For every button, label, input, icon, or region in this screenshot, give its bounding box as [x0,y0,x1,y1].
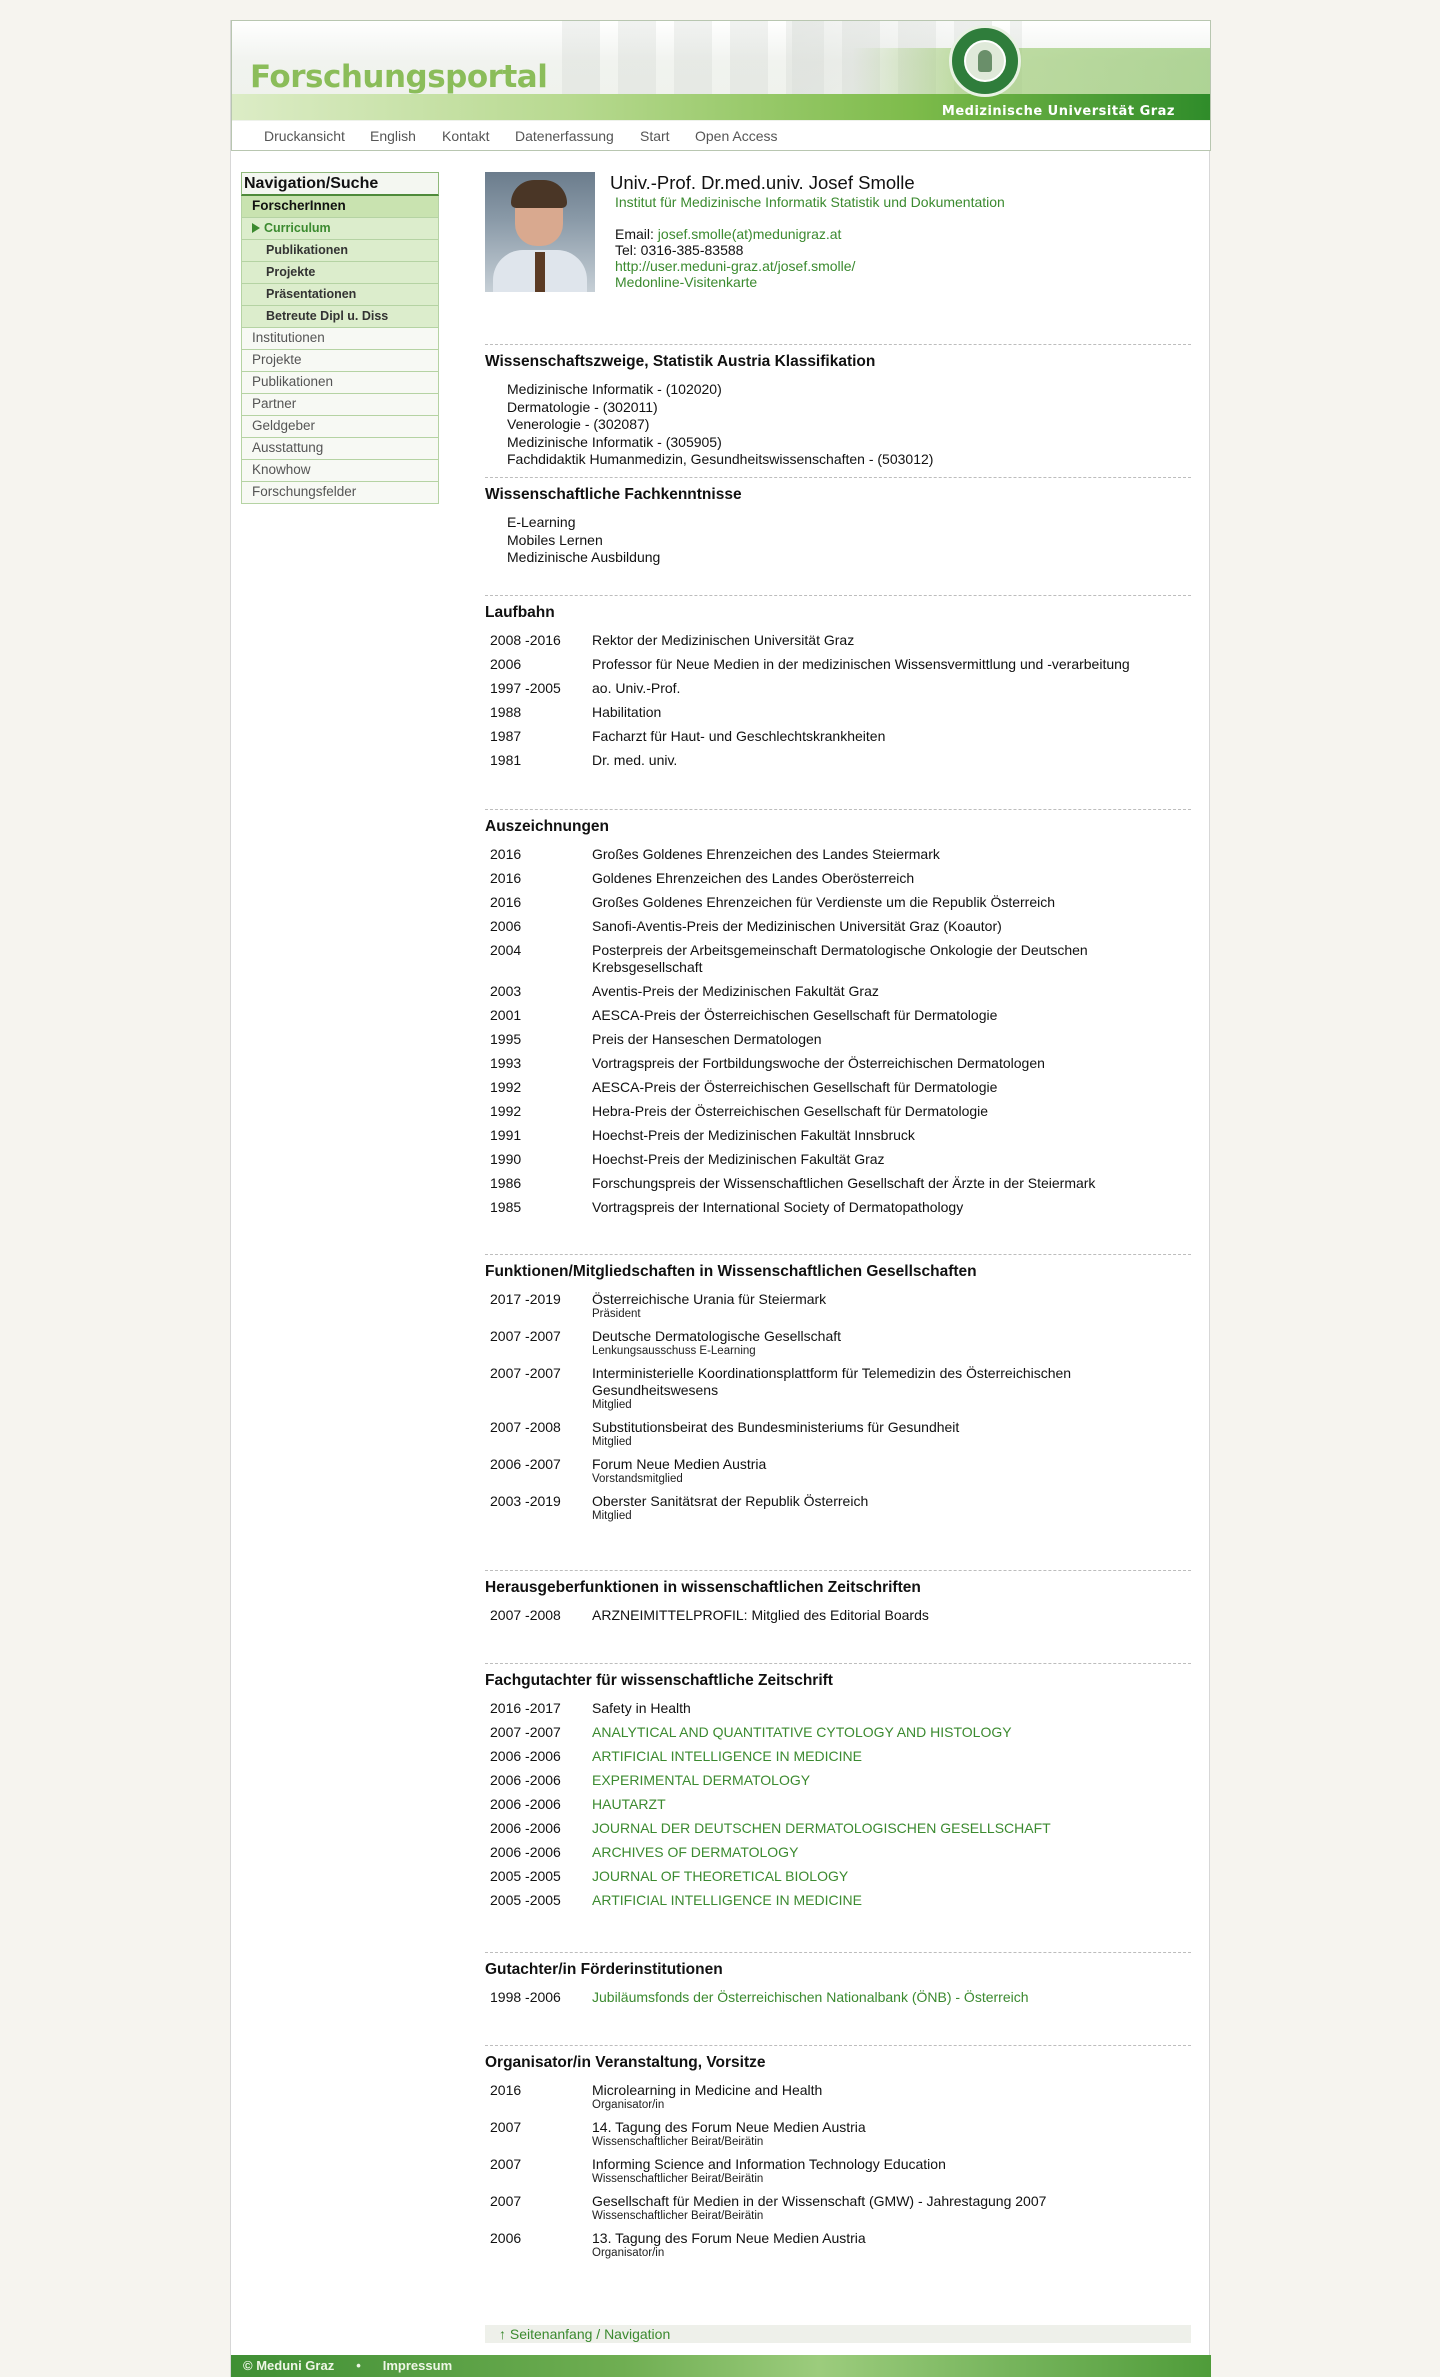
row-text: Aventis-Preis der Medizinischen Fakultät Graz [592,983,879,999]
section-title: Funktionen/Mitgliedschaften in Wissenschaftlichen Gesellschaften [485,1263,977,1280]
journal-link[interactable]: EXPERIMENTAL DERMATOLOGY [592,1772,811,1788]
sidebar-item-forschungsfelder[interactable]: Forschungsfelder [241,482,439,504]
journal-link[interactable]: JOURNAL DER DEUTSCHEN DERMATOLOGISCHEN GESELLSCHAFT [592,1820,1051,1836]
journal-link[interactable]: ARCHIVES OF DERMATOLOGY [592,1844,799,1860]
row-year: 1986 [490,1175,522,1191]
table-row [485,1291,1182,1328]
row-year: 2006 [490,656,522,672]
person-name: Univ.-Prof. Dr.med.univ. Josef Smolle [610,172,915,193]
row-text: ao. Univ.-Prof. [592,680,681,696]
email-label: Email: [615,226,654,242]
table-row [485,1989,1182,2013]
row-year: 2006 -2006 [490,1772,561,1788]
row-year: 1992 [490,1079,522,1095]
row-year: 2006 -2006 [490,1796,561,1812]
section-title: Herausgeberfunktionen in wissenschaftlichen Zeitschriften [485,1579,921,1596]
sidebar-item-institutionen[interactable]: Institutionen [241,328,439,350]
table-row [485,1199,1182,1223]
row-year: 2003 [490,983,522,999]
section-funktionen [485,1254,1191,1530]
table-gutachter [485,1700,1182,1916]
row-text-cell [592,1796,1182,1820]
row-text: Hebra-Preis der Österreichischen Gesellschaft für Dermatologie [592,1103,989,1119]
row-year: 2006 -2006 [490,1748,561,1764]
list-zweige [485,381,1191,469]
table-row [485,1103,1182,1127]
row-text: Posterpreis der Arbeitsgemeinschaft Dermatologische Onkologie der Deutschen Krebsgesellschaft [592,942,1088,975]
row-text: Großes Goldenes Ehrenzeichen für Verdienste um die Republik Österreich [592,894,1056,910]
sidebar-subitem-praesentationen[interactable]: Präsentationen [241,284,439,306]
row-text-cell [592,1007,1182,1031]
list-item: Medizinische Informatik - (102020) [507,381,722,397]
row-year: 1991 [490,1127,522,1143]
row-year: 2006 -2006 [490,1820,561,1836]
row-text-cell [592,1700,1182,1724]
row-text-cell [592,1031,1182,1055]
table-row [485,1175,1182,1199]
table-row [485,632,1182,656]
journal-link[interactable]: JOURNAL OF THEORETICAL BIOLOGY [592,1868,849,1884]
row-year: 1997 -2005 [490,680,561,696]
row-text: ARZNEIMITTELPROFIL: Mitglied des Editorial Boards [592,1607,929,1623]
row-text: Forum Neue Medien Austria [592,1456,767,1472]
nav-start[interactable]: Start [640,128,670,144]
journal-link[interactable]: ARTIFICIAL INTELLIGENCE IN MEDICINE [592,1748,862,1764]
list-item: Medizinische Ausbildung [507,549,661,566]
section-organisator [485,2045,1191,2267]
sidebar-item-knowhow[interactable]: Knowhow [241,460,439,482]
section-laufbahn [485,595,1191,776]
row-text-cell [592,2230,1182,2267]
row-text-cell [592,2119,1182,2156]
table-row [485,894,1182,918]
row-text: Großes Goldenes Ehrenzeichen des Landes Steiermark [592,846,940,862]
row-text-cell [592,2156,1182,2193]
table-row [485,2082,1182,2119]
row-text: Gesellschaft für Medien in der Wissenschaft (GMW) - Jahrestagung 2007 [592,2193,1047,2209]
table-funktionen [485,1291,1182,1530]
row-text-cell [592,1844,1182,1868]
row-text-cell [592,1493,1182,1530]
footer-separator: • [356,2358,361,2373]
nav-open-access[interactable]: Open Access [695,128,778,144]
row-role: Organisator/in [592,2247,665,2259]
row-role: Mitglied [592,1436,632,1448]
list-item: Fachdidaktik Humanmedizin, Gesundheitswissenschaften - (503012) [507,451,934,468]
table-row [485,983,1182,1007]
row-year: 1990 [490,1151,522,1167]
table-herausgeber [485,1607,1182,1631]
row-year: 2005 -2005 [490,1868,561,1884]
nav-datenerfassung[interactable]: Datenerfassung [515,128,614,144]
page-container [230,20,1210,2377]
row-text: Professor für Neue Medien in der medizinischen Wissensvermittlung und -verarbeitung [592,656,1130,672]
table-row [485,1055,1182,1079]
row-text-cell [592,894,1182,918]
row-year: 1987 [490,728,522,744]
row-text: Dr. med. univ. [592,752,678,768]
row-text: Preis der Hanseschen Dermatologen [592,1031,822,1047]
nav-english[interactable]: English [370,128,416,144]
table-row [485,1031,1182,1055]
sidebar-subitem-publikationen[interactable]: Publikationen [241,240,439,262]
row-text-cell [592,918,1182,942]
row-year: 1988 [490,704,522,720]
header-banner [232,21,1210,121]
phone-number: Tel: 0316-385-83588 [615,242,744,258]
row-text: Habilitation [592,704,662,720]
table-organisator [485,2082,1182,2267]
row-text-cell [592,1456,1182,1493]
row-text: AESCA-Preis der Österreichischen Gesellschaft für Dermatologie [592,1007,998,1023]
row-year: 1985 [490,1199,522,1215]
row-year: 1981 [490,752,522,768]
row-year: 2016 [490,2082,522,2098]
footer [231,2355,1211,2377]
row-year: 2016 -2017 [490,1700,561,1716]
medonline-link[interactable]: Medonline-Visitenkarte [615,274,758,290]
row-text-cell [592,846,1182,870]
table-row [485,656,1182,680]
row-text-cell [592,1989,1182,2013]
row-text: Österreichische Urania für Steiermark [592,1291,827,1307]
table-row [485,680,1182,704]
email-link[interactable]: josef.smolle(at)medunigraz.at [657,226,842,242]
sidebar-item-ausstattung[interactable]: Ausstattung [241,438,439,460]
table-auszeichnungen [485,846,1182,1223]
row-year: 2004 [490,942,522,958]
table-row [485,752,1182,776]
row-year: 2007 -2007 [490,1365,561,1381]
table-row [485,846,1182,870]
row-text-cell [592,1291,1182,1328]
row-text: Hoechst-Preis der Medizinischen Fakultät Innsbruck [592,1127,915,1143]
row-text-cell [592,1079,1182,1103]
section-foerderinstitutionen [485,1952,1191,2013]
contact-block [615,226,855,290]
section-title: Wissenschaftszweige, Statistik Austria Klassifikation [485,353,876,370]
sidebar-subitem-curriculum[interactable]: Curriculum [241,218,439,240]
footer-impressum-link[interactable]: Impressum [382,2358,453,2373]
table-row [485,1456,1182,1493]
row-text-cell [592,728,1182,752]
row-year: 2017 -2019 [490,1291,561,1307]
row-year: 2006 -2006 [490,1844,561,1860]
journal-link[interactable]: HAUTARZT [592,1796,666,1812]
back-to-top-link[interactable]: ↑ Seitenanfang / Navigation [485,2325,1191,2343]
row-year: 2005 -2005 [490,1892,561,1908]
section-title: Wissenschaftliche Fachkenntnisse [485,486,742,503]
row-year: 2007 -2008 [490,1607,561,1623]
table-row [485,1328,1182,1365]
row-text-cell [592,704,1182,728]
row-text-cell [592,752,1182,776]
row-year: 2016 [490,846,522,862]
section-wissenschaftszweige [485,344,1191,469]
institute-link[interactable]: Institut für Medizinische Informatik Statistik und Dokumentation [615,194,1005,210]
row-year: 2007 -2007 [490,1328,561,1344]
row-text-cell [592,1419,1182,1456]
row-text: Safety in Health [592,1700,691,1716]
nav-kontakt[interactable]: Kontakt [442,128,490,144]
table-row [485,2230,1182,2267]
row-text-cell [592,1175,1182,1199]
list-item: Dermatologie - (302011) [507,398,658,415]
table-foerder [485,1989,1182,2013]
table-row [485,1151,1182,1175]
section-title: Organisator/in Veranstaltung, Vorsitze [485,2054,766,2071]
section-gutachter [485,1663,1191,1916]
row-text-cell [592,1748,1182,1772]
table-row [485,1796,1182,1820]
row-text-cell [592,870,1182,894]
row-text-cell [592,680,1182,704]
row-role: Wissenschaftlicher Beirat/Beirätin [592,2173,764,2185]
row-text-cell [592,1055,1182,1079]
footer-copyright[interactable]: © Meduni Graz [243,2358,335,2373]
row-text-cell [592,1868,1182,1892]
section-fachkenntnisse [485,477,1191,567]
row-role: Lenkungsausschuss E-Learning [592,1345,756,1357]
row-year: 1998 -2006 [490,1989,561,2005]
row-year: 2007 -2008 [490,1419,561,1435]
row-text-cell [592,632,1182,656]
top-navigation [231,121,1211,151]
list-item: Mobiles Lernen [507,531,603,548]
table-laufbahn [485,632,1182,776]
table-row [485,1419,1182,1456]
table-row [485,1607,1182,1631]
row-text: Oberster Sanitätsrat der Republik Österreich [592,1493,869,1509]
journal-link[interactable]: Jubiläumsfonds der Österreichischen Nationalbank (ÖNB) - Österreich [592,1989,1029,2005]
row-text-cell [592,2193,1182,2230]
homepage-link[interactable]: http://user.meduni-graz.at/josef.smolle/ [615,258,856,274]
row-text-cell [592,656,1182,680]
row-year: 2007 [490,2156,522,2172]
table-row [485,1700,1182,1724]
row-text-cell [592,1103,1182,1127]
row-text-cell [592,983,1182,1007]
row-text: 13. Tagung des Forum Neue Medien Austria [592,2230,866,2246]
row-text: Vortragspreis der Fortbildungswoche der Österreichischen Dermatologen [592,1055,1045,1071]
sidebar-title: Navigation/Suche [241,172,439,196]
profile-photo [485,172,595,292]
table-row [485,728,1182,752]
university-name: Medizinische Universität Graz [941,104,1175,119]
table-row [485,1844,1182,1868]
section-auszeichnungen [485,809,1191,1223]
row-text-cell [592,1607,1182,1631]
row-role: Vorstandsmitglied [592,1473,683,1485]
sidebar [241,172,439,504]
university-seal-logo [949,25,1021,97]
row-year: 2006 -2007 [490,1456,561,1472]
table-row [485,1868,1182,1892]
section-title: Gutachter/in Förderinstitutionen [485,1961,723,1978]
table-row [485,2156,1182,2193]
list-item: Venerologie - (302087) [507,416,650,433]
row-year: 2006 [490,918,522,934]
row-role: Wissenschaftlicher Beirat/Beirätin [592,2136,764,2148]
row-year: 2007 [490,2193,522,2209]
row-text-cell [592,2082,1182,2119]
row-text: Interministerielle Koordinationsplattform für Telemedizin des Österreichischen Gesundheitswesens [592,1365,1072,1398]
row-year: 2008 -2016 [490,632,561,648]
row-year: 2016 [490,894,522,910]
row-year: 1992 [490,1103,522,1119]
row-text: Facharzt für Haut- und Geschlechtskrankheiten [592,728,886,744]
row-year: 1995 [490,1031,522,1047]
row-text-cell [592,1820,1182,1844]
header [231,20,1211,121]
row-year: 2006 [490,2230,522,2246]
row-text-cell [592,942,1182,983]
table-row [485,870,1182,894]
table-row [485,1724,1182,1748]
table-row [485,1772,1182,1796]
row-text: 14. Tagung des Forum Neue Medien Austria [592,2119,866,2135]
row-text: Goldenes Ehrenzeichen des Landes Oberösterreich [592,870,915,886]
row-text: AESCA-Preis der Österreichischen Gesellschaft für Dermatologie [592,1079,998,1095]
sidebar-item-publikationen[interactable]: Publikationen [241,372,439,394]
list-fachkenntnisse [485,514,1191,567]
table-row [485,1493,1182,1530]
table-row [485,942,1182,983]
row-text-cell [592,1127,1182,1151]
row-text-cell [592,1199,1182,1223]
journal-link[interactable]: ANALYTICAL AND QUANTITATIVE CYTOLOGY AND HISTOLOGY [592,1724,1012,1740]
journal-link[interactable]: ARTIFICIAL INTELLIGENCE IN MEDICINE [592,1892,862,1908]
portal-title[interactable]: Forschungsportal [250,59,548,95]
section-title: Fachgutachter für wissenschaftliche Zeitschrift [485,1672,833,1689]
sidebar-subitem-betreute[interactable]: Betreute Dipl u. Diss [241,306,439,328]
table-row [485,918,1182,942]
sidebar-subitem-projekte[interactable]: Projekte [241,262,439,284]
row-role: Mitglied [592,1510,632,1522]
section-title: Laufbahn [485,604,555,621]
row-text-cell [592,1892,1182,1916]
row-text-cell [592,1328,1182,1365]
row-text: Deutsche Dermatologische Gesellschaft [592,1328,842,1344]
table-row [485,1365,1182,1419]
sidebar-item-partner[interactable]: Partner [241,394,439,416]
section-title: Auszeichnungen [485,818,610,835]
sidebar-item-geldgeber[interactable]: Geldgeber [241,416,439,438]
row-text: Informing Science and Information Technology Education [592,2156,946,2172]
row-year: 1993 [490,1055,522,1071]
table-row [485,1820,1182,1844]
row-year: 2016 [490,870,522,886]
section-herausgeber [485,1570,1191,1631]
table-row [485,1748,1182,1772]
row-text: Hoechst-Preis der Medizinischen Fakultät Graz [592,1151,885,1167]
row-year: 2003 -2019 [490,1493,561,1509]
row-text: Substitutionsbeirat des Bundesministeriums für Gesundheit [592,1419,960,1435]
row-text: Sanofi-Aventis-Preis der Medizinischen Universität Graz (Koautor) [592,918,1002,934]
row-text-cell [592,1365,1182,1419]
table-row [485,1079,1182,1103]
table-row [485,1892,1182,1916]
list-item: Medizinische Informatik - (305905) [507,433,722,450]
sidebar-item-projekte[interactable]: Projekte [241,350,439,372]
row-text-cell [592,1772,1182,1796]
row-role: Organisator/in [592,2099,665,2111]
row-text: Rektor der Medizinischen Universität Graz [592,632,855,648]
list-item: E-Learning [507,514,576,530]
table-row [485,2193,1182,2230]
row-year: 2001 [490,1007,522,1023]
table-row [485,1007,1182,1031]
row-text: Vortragspreis der International Society of Dermatopathology [592,1199,964,1215]
row-role: Präsident [592,1308,641,1320]
triangle-right-icon [252,223,260,233]
table-row [485,704,1182,728]
row-year: 2007 [490,2119,522,2135]
row-text-cell [592,1724,1182,1748]
sidebar-item-forscherinnen[interactable]: ForscherInnen [241,196,439,218]
table-row [485,2119,1182,2156]
row-text-cell [592,1151,1182,1175]
nav-druckansicht[interactable]: Druckansicht [264,128,345,144]
row-text: Microlearning in Medicine and Health [592,2082,823,2098]
row-role: Wissenschaftlicher Beirat/Beirätin [592,2210,764,2222]
row-year: 2007 -2007 [490,1724,561,1740]
table-row [485,1127,1182,1151]
row-role: Mitglied [592,1399,632,1411]
row-text: Forschungspreis der Wissenschaftlichen Gesellschaft der Ärzte in der Steiermark [592,1175,1096,1191]
